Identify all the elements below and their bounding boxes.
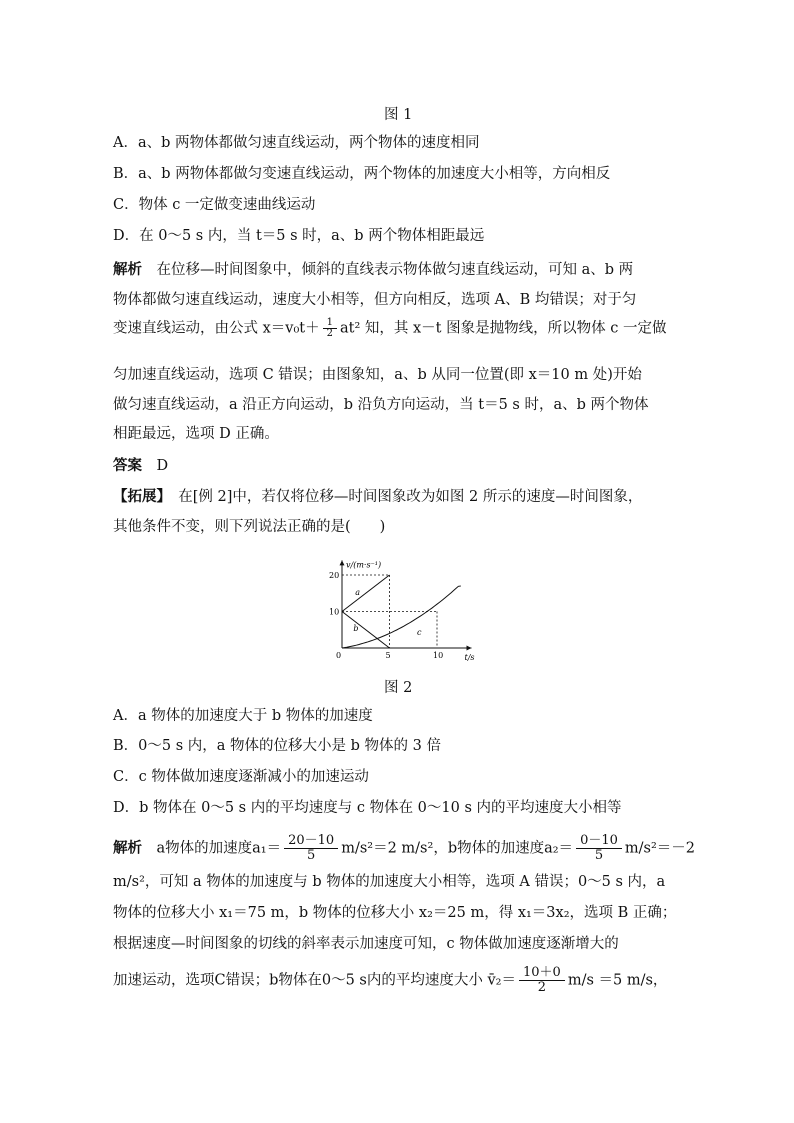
y-axis-arrow — [340, 560, 345, 565]
analysis-1-line-1 — [113, 260, 633, 280]
y-tick-label: 10 — [329, 607, 340, 617]
analysis-label: 解析 — [113, 839, 142, 857]
fraction-denominator: 2 — [537, 980, 547, 995]
option-1b: B．a、b 两物体都做匀变速直线运动，两个物体的加速度大小相等，方向相反 — [113, 166, 611, 182]
option-1a: A．a、b 两物体都做匀速直线运动，两个物体的速度相同 — [113, 135, 480, 151]
fraction-a2 — [576, 834, 622, 863]
x-tick-label: 10 — [433, 651, 444, 660]
x-tick-label: 5 — [385, 651, 391, 660]
answer-value: D — [156, 458, 169, 474]
answer-1 — [113, 456, 168, 476]
extension-line-2: 其他条件不变，则下列说法正确的是( ) — [113, 519, 386, 535]
analysis-2-line-2: m/s²，可知 a 物体的加速度与 b 物体的加速度大小相等，选项 A 错误；0～5 s 内，a — [113, 874, 666, 890]
analysis-text: m/s ＝5 m/s， — [567, 972, 668, 989]
fraction-avg-velocity — [519, 966, 565, 995]
fraction-numerator: 20－10 — [284, 834, 338, 849]
answer-label: 答案 — [113, 457, 142, 474]
analysis-text: 在位移—时间图象中，倾斜的直线表示物体做匀速直线运动，可知 a、b 两 — [156, 262, 634, 278]
fraction-a1 — [284, 834, 338, 863]
x-tick-label: 0 — [336, 651, 342, 660]
option-1d: D．在 0～5 s 内，当 t＝5 s 时，a、b 两个物体相距最远 — [113, 228, 485, 244]
fraction-half — [323, 318, 337, 339]
analysis-2-line-3: 物体的位移大小 x₁＝75 m，b 物体的位移大小 x₂＝25 m，得 x₁＝3x₂，选项 B 正确； — [113, 905, 677, 921]
fraction-denominator: 5 — [307, 848, 316, 863]
option-1c: C．物体 c 一定做变速曲线运动 — [113, 197, 316, 213]
option-2b: B．0～5 s 内，a 物体的位移大小是 b 物体的 3 倍 — [113, 738, 441, 754]
analysis-1-line-2: 物体都做匀速直线运动，速度大小相等，但方向相反，选项 A、B 均错误；对于匀 — [113, 292, 637, 308]
fraction-denominator: 5 — [594, 848, 604, 863]
extension-line-1 — [113, 487, 642, 507]
analysis-text: 加速运动，选项C错误；b物体在0～5 s内的平均速度大小 v̄₂＝ — [113, 972, 516, 989]
analysis-2-line-5 — [113, 966, 667, 995]
option-2a: A．a 物体的加速度大于 b 物体的加速度 — [113, 708, 373, 724]
analysis-label: 解析 — [113, 261, 142, 278]
analysis-1-line-4: 匀加速直线运动，选项 C 错误；由图象知，a、b 从同一位置(即 x＝10 m 处)开始 — [113, 367, 642, 383]
analysis-text: m/s²＝－2 — [624, 840, 696, 857]
option-2d: D．b 物体在 0～5 s 内的平均速度与 c 物体在 0～10 s 内的平均速度大小相等 — [113, 800, 622, 816]
y-tick-label: 20 — [329, 571, 340, 580]
analysis-text: a物体的加速度a₁＝ — [156, 840, 282, 857]
analysis-1-line-5: 做匀速直线运动，a 沿正方向运动，b 沿负方向运动，当 t＝5 s 时，a、b 两个物体 — [113, 397, 649, 413]
velocity-time-chart — [320, 555, 480, 665]
analysis-text: at² 知，其 x－t 图象是抛物线，所以物体 c 一定做 — [340, 320, 667, 337]
fraction-numerator: 0－10 — [576, 834, 622, 849]
extension-text: 在[例 2]中，若仅将位移—时间图象改为如图 2 所示的速度—时间图象， — [178, 489, 643, 505]
series-label: c — [417, 627, 422, 637]
analysis-1-line-6: 相距最远，选项 D 正确。 — [113, 426, 279, 442]
analysis-2-line-1 — [113, 834, 695, 863]
figure-2-caption: 图 2 — [384, 680, 413, 696]
analysis-text: 变速直线运动，由公式 x＝v₀t＋ — [113, 320, 320, 337]
figure-1-caption: 图 1 — [384, 107, 413, 123]
option-2c: C．c 物体做加速度逐渐减小的加速运动 — [113, 769, 369, 785]
series-a-line — [342, 575, 390, 612]
x-axis-label: t/s — [464, 653, 475, 662]
analysis-2-line-4: 根据速度—时间图象的切线的斜率表示加速度可知，c 物体做加速度逐渐增大的 — [113, 936, 619, 952]
analysis-text: m/s²＝2 m/s²，b物体的加速度a₂＝ — [341, 840, 574, 857]
fraction-numerator: 1 — [323, 318, 337, 329]
fraction-denominator: 2 — [326, 328, 333, 339]
x-axis-arrow — [467, 646, 472, 651]
series-label: a — [355, 588, 361, 598]
analysis-1-line-3 — [113, 318, 666, 339]
y-axis-label: v/(m·s⁻¹) — [346, 560, 382, 570]
series-label: b — [353, 624, 359, 634]
extension-label: 【拓展】 — [113, 488, 164, 505]
fraction-numerator: 10＋0 — [519, 966, 565, 981]
